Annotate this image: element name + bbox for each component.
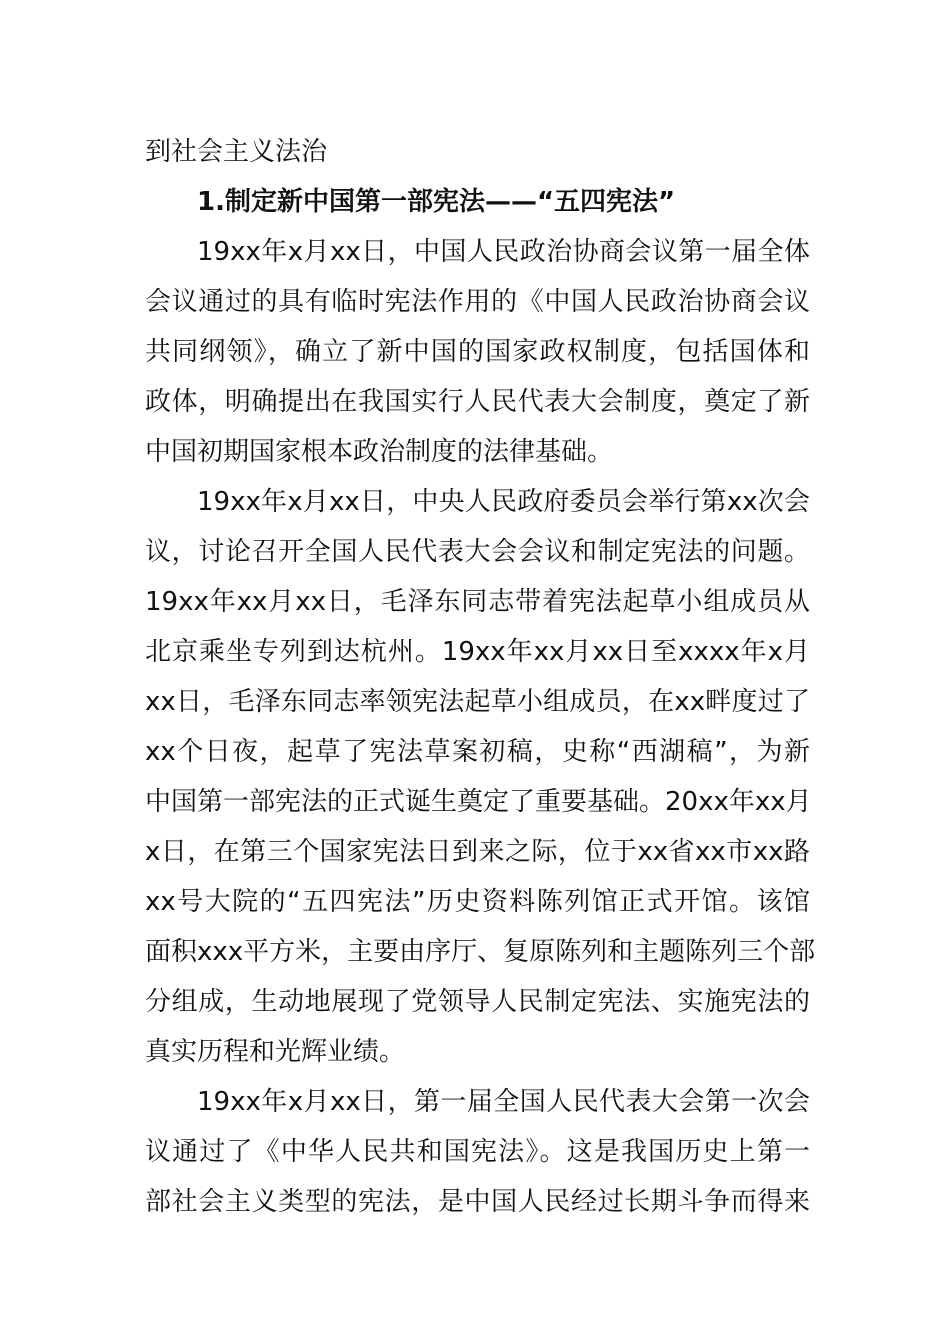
body-line: 19xx年xx月xx日，毛泽东同志带着宪法起草小组成员从: [145, 587, 810, 617]
body-line: 议通过了《中华人民共和国宪法》。这是我国历史上第一: [145, 1137, 810, 1167]
paragraph-first-line: 19xx年x月xx日，中国人民政治协商会议第一届全体: [197, 237, 810, 267]
body-line: 会议通过的具有临时宪法作用的《中国人民政治协商会议: [145, 287, 810, 317]
body-line: xx个日夜，起草了宪法草案初稿，史称“西湖稿”，为新: [145, 737, 810, 767]
section-heading: 1.制定新中国第一部宪法——“五四宪法”: [197, 187, 676, 217]
body-line: 共同纲领》，确立了新中国的国家政权制度，包括国体和: [145, 337, 810, 367]
body-line: 中国初期国家根本政治制度的法律基础。: [145, 437, 614, 467]
paragraph-first-line: 19xx年x月xx日，第一届全国人民代表大会第一次会: [197, 1087, 810, 1117]
body-line: 到社会主义法治: [145, 137, 328, 167]
body-line: 真实历程和光辉业绩。: [145, 1037, 406, 1067]
paragraph-first-line: 19xx年x月xx日，中央人民政府委员会举行第xx次会: [197, 487, 810, 517]
body-line: 北京乘坐专列到达杭州。19xx年xx月xx日至xxxx年x月: [145, 637, 810, 667]
body-line: 议，讨论召开全国人民代表大会会议和制定宪法的问题。: [145, 537, 810, 567]
body-line: 中国第一部宪法的正式诞生奠定了重要基础。20xx年xx月: [145, 787, 812, 817]
body-line: 部社会主义类型的宪法，是中国人民经过长期斗争而得来: [145, 1187, 810, 1217]
body-line: xx号大院的“五四宪法”历史资料陈列馆正式开馆。该馆: [145, 887, 810, 917]
body-line: x日，在第三个国家宪法日到来之际，位于xx省xx市xx路: [145, 837, 810, 867]
body-line: 面积xxx平方米，主要由序厅、复原陈列和主题陈列三个部: [145, 937, 816, 967]
body-line: 政体，明确提出在我国实行人民代表大会制度，奠定了新: [145, 387, 810, 417]
body-line: 分组成，生动地展现了党领导人民制定宪法、实施宪法的: [145, 987, 810, 1017]
document-body: [145, 127, 816, 1227]
body-line: xx日，毛泽东同志率领宪法起草小组成员，在xx畔度过了: [145, 687, 810, 717]
